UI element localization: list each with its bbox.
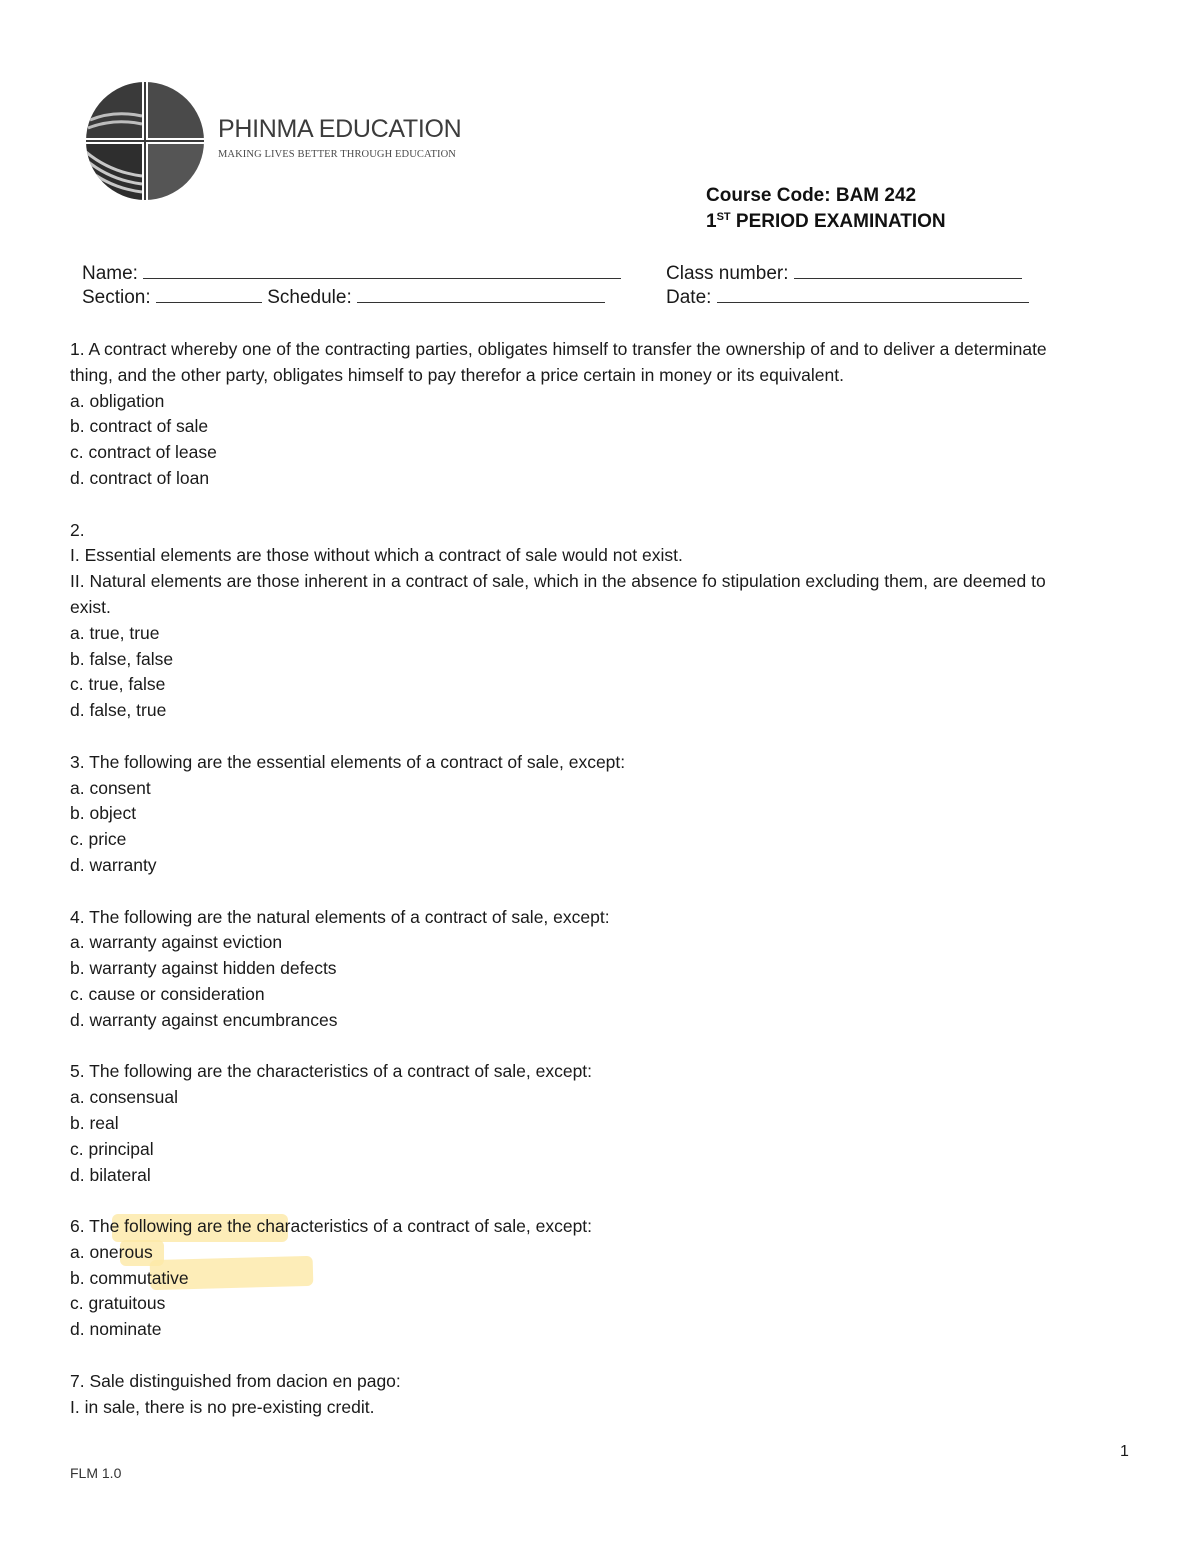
question-7 [70, 1369, 1080, 1421]
choice-d: d. warranty [70, 854, 157, 875]
choice-b: b. false, false [70, 648, 174, 669]
question-4 [70, 905, 1080, 1034]
question-3 [70, 750, 1080, 879]
choice-a: a. warranty against eviction [70, 932, 283, 953]
brand-tagline: MAKING LIVES BETTER THROUGH EDUCATION [218, 149, 456, 160]
question-2 [70, 518, 1080, 724]
choice-b: b. warranty against hidden defects [70, 958, 337, 979]
class-number-blank[interactable] [794, 259, 1022, 279]
choice-c: c. cause or consideration [70, 983, 265, 1004]
exam-title: 1ST PERIOD EXAMINATION [706, 211, 946, 232]
choice-b: b. contract of sale [70, 416, 209, 437]
choice-c: c. price [70, 829, 127, 850]
choice-d: d. bilateral [70, 1164, 151, 1185]
section-label: Section: [82, 287, 151, 308]
name-label: Name: [82, 263, 138, 284]
question-1 [70, 337, 1080, 492]
question-stem: 5. The following are the characteristics of a contract of sale, except: [70, 1061, 593, 1082]
form-code: FLM 1.0 [70, 1465, 122, 1481]
date-blank[interactable] [717, 283, 1029, 303]
phinma-logo-emblem [84, 80, 206, 202]
choice-a: a. onerous [70, 1241, 153, 1262]
statement-1: I. in sale, there is no pre-existing credit. [70, 1396, 375, 1417]
brand-block [218, 114, 461, 162]
schedule-blank[interactable] [357, 283, 605, 303]
choice-a: a. true, true [70, 622, 160, 643]
question-5 [70, 1059, 1080, 1188]
course-code: Course Code: BAM 242 [706, 185, 917, 206]
choice-a: a. consent [70, 777, 151, 798]
choice-d: d. false, true [70, 700, 167, 721]
question-stem: 2. [70, 519, 85, 540]
section-blank[interactable] [156, 283, 262, 303]
choice-c: c. true, false [70, 674, 166, 695]
choice-d: d. warranty against encumbrances [70, 1009, 338, 1030]
choice-b: b. real [70, 1112, 119, 1133]
date-label: Date: [666, 287, 712, 308]
choice-a: a. consensual [70, 1087, 178, 1108]
question-stem: 4. The following are the natural elements of a contract of sale, except: [70, 906, 610, 927]
question-stem: 1. A contract whereby one of the contracting parties, obligates himself to transfer the ownership of and to deliver a determinate thing, and the other party, obligates himself to pay therefor a price certain in money or its equivalent. [70, 339, 1047, 385]
statement-2: II. Natural elements are those inherent in a contract of sale, which in the absence fo stipulation excluding them, are deemed to exist. [70, 571, 1046, 617]
choice-a: a. obligation [70, 390, 165, 411]
choice-b: b. commutative [70, 1267, 189, 1288]
question-6 [70, 1214, 1080, 1343]
date-field [666, 283, 1029, 310]
choice-d: d. nominate [70, 1319, 162, 1340]
choice-d: d. contract of loan [70, 467, 210, 488]
exam-heading [706, 183, 946, 235]
statement-1: I. Essential elements are those without which a contract of sale would not exist. [70, 545, 683, 566]
question-stem: 7. Sale distinguished from dacion en pago: [70, 1370, 401, 1391]
class-number-label: Class number: [666, 263, 789, 284]
choice-c: c. contract of lease [70, 442, 217, 463]
schedule-label: Schedule: [267, 287, 352, 308]
question-stem: 3. The following are the essential elements of a contract of sale, except: [70, 751, 626, 772]
section-field [82, 283, 605, 310]
exam-questions [70, 337, 1080, 1420]
name-field [82, 259, 621, 286]
page-number: 1 [1120, 1443, 1129, 1460]
choice-c: c. gratuitous [70, 1293, 166, 1314]
choice-b: b. object [70, 803, 137, 824]
choice-c: c. principal [70, 1138, 154, 1159]
question-stem: 6. The following are the characteristics of a contract of sale, except: [70, 1216, 593, 1237]
brand-name: PHINMA EDUCATION [218, 115, 462, 143]
name-blank[interactable] [143, 259, 621, 279]
class-number-field [666, 259, 1022, 286]
